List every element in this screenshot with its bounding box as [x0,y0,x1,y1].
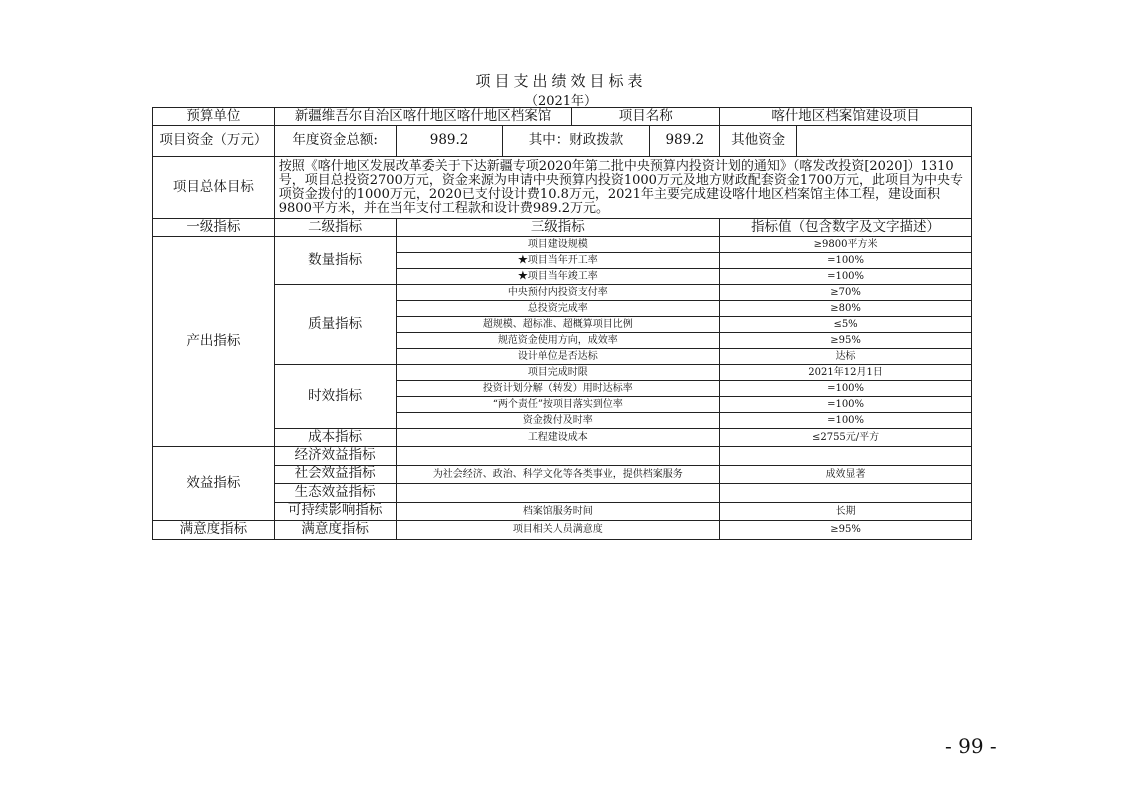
col-header-level1: 一级指标 [153,219,275,237]
table-row [153,447,972,466]
annual-total-value: 989.2 [396,126,502,157]
satisfaction-indicator-label: 满意度指标 [153,521,275,540]
table-row [153,237,972,253]
fiscal-funds-label: 其中：财政拨款 [502,126,650,157]
table-row [153,465,972,484]
indicator-value: 长期 [720,502,972,521]
indicator-name: “两个责任”按项目落实到位率 [396,397,720,413]
overall-goal-row [153,157,972,219]
social-benefit-label: 社会效益指标 [274,465,396,484]
other-funds-value [797,126,972,157]
col-header-level3: 三级指标 [396,219,720,237]
indicator-value: ≥70% [720,285,972,301]
table-row [153,365,972,381]
indicator-name: 投资计划分解（转发）用时达标率 [396,381,720,397]
indicator-value: =100% [720,413,972,429]
indicator-name: ★项目当年竣工率 [396,269,720,285]
ecological-benefit-label: 生态效益指标 [274,484,396,503]
indicator-value [720,447,972,466]
table-title: 项目支出绩效目标表 [475,72,647,90]
indicator-name [396,447,720,466]
other-funds-label: 其他资金 [720,126,797,157]
column-header-row [153,219,972,237]
indicator-value: ≥95% [720,521,972,540]
table-row [153,521,972,540]
indicator-value: =100% [720,253,972,269]
indicator-value: ≥95% [720,333,972,349]
indicator-name: ★项目当年开工率 [396,253,720,269]
table-year: （2021年） [524,94,598,109]
table-row [153,429,972,447]
table-row [153,484,972,503]
indicator-value: ≥9800平方米 [720,237,972,253]
indicator-name: 资金拨付及时率 [396,413,720,429]
indicator-value [720,484,972,503]
fiscal-funds-value: 989.2 [650,126,720,157]
benefit-indicator-label: 效益指标 [153,447,275,521]
indicator-name: 档案馆服务时间 [396,502,720,521]
indicator-value: ≥80% [720,301,972,317]
overall-goal-text: 按照《喀什地区发展改革委关于下达新疆专项2020年第二批中央预算内投资计划的通知》（喀发改投资[2020]）1310号，项目总投资2700万元，资金来源为申请中央预算内投资1000万元及地方财政配套资金1700万元，此项目为中央专项资金拨付的1000万元，2020已支付设计费10.8万元，2021年主要完成建设喀什地区档案馆主体工程，建设面积9800平方米，并在当年支付工程款和设计费989.2万元。 [274,157,971,219]
overall-goal-label: 项目总体目标 [153,157,275,219]
page-number: - 99 - [945,734,997,758]
sustainable-impact-label: 可持续影响指标 [274,502,396,521]
project-name-label: 项目名称 [572,108,720,126]
header-row [153,108,972,126]
indicator-value: 2021年12月1日 [720,365,972,381]
indicator-name: 项目相关人员满意度 [396,521,720,540]
table-row [153,502,972,521]
indicator-name: 中央预付内投资支付率 [396,285,720,301]
indicator-name: 项目完成时限 [396,365,720,381]
indicator-name: 项目建设规模 [396,237,720,253]
indicator-value: ≤5% [720,317,972,333]
table-row [153,285,972,301]
indicator-value: =100% [720,397,972,413]
indicator-value: =100% [720,269,972,285]
cost-indicator-label: 成本指标 [274,429,396,447]
budget-unit-value: 新疆维吾尔自治区喀什地区喀什地区档案馆 [274,108,572,126]
funds-row [153,126,972,157]
indicator-name: 规范资金使用方向，成效率 [396,333,720,349]
indicator-name: 总投资完成率 [396,301,720,317]
output-indicator-label: 产出指标 [153,237,275,447]
indicator-value: ≤2755元/平方 [720,429,972,447]
indicator-name: 超规模、超标准、超概算项目比例 [396,317,720,333]
indicator-name: 设计单位是否达标 [396,349,720,365]
indicator-value: 成效显著 [720,465,972,484]
indicator-name [396,484,720,503]
satisfaction-sub-label: 满意度指标 [274,521,396,540]
col-header-value: 指标值（包含数字及文字描述） [720,219,972,237]
quality-indicator-label: 质量指标 [274,285,396,365]
project-name-value: 喀什地区档案馆建设项目 [720,108,972,126]
economic-benefit-label: 经济效益指标 [274,447,396,466]
indicator-name: 工程建设成本 [396,429,720,447]
timeliness-indicator-label: 时效指标 [274,365,396,429]
quantity-indicator-label: 数量指标 [274,237,396,285]
annual-total-label: 年度资金总额: [274,126,396,157]
indicator-name: 为社会经济、政治、科学文化等各类事业，提供档案服务 [396,465,720,484]
performance-goal-table [152,107,972,540]
indicator-value: =100% [720,381,972,397]
project-funds-label: 项目资金（万元） [153,126,275,157]
col-header-level2: 二级指标 [274,219,396,237]
indicator-value: 达标 [720,349,972,365]
budget-unit-label: 预算单位 [153,108,275,126]
